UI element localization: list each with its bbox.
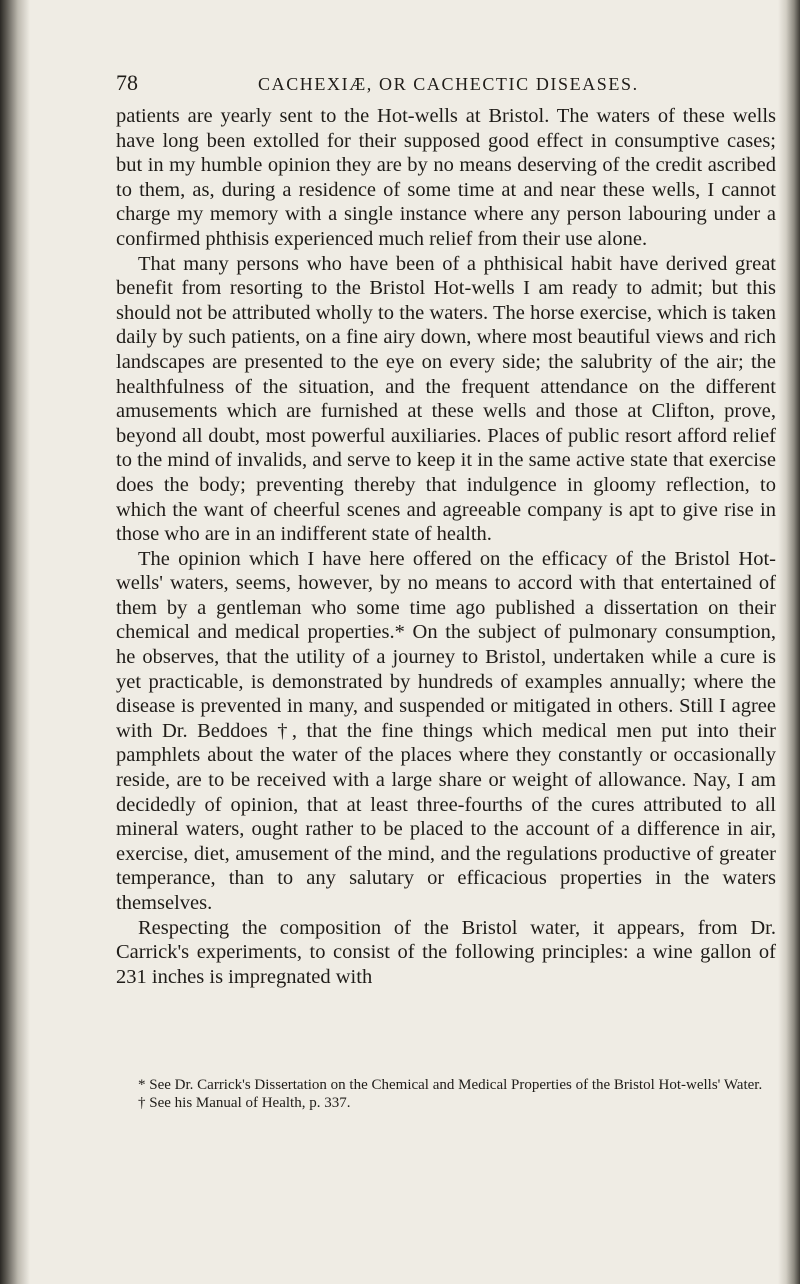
paragraph: That many persons who have been of a phthisical habit have derived great benefit from resorting to the Bristol Hot-wells I am ready to admit; but this should not be attributed wholly to the waters. The horse exercise, which is taken daily by such patients, on a fine airy down, where most beautiful views and rich landscapes are presented to the eye on every side; the salubrity of the air; the healthfulness of the situation, and the frequent attendance on the different amusements which are furnished at these wells and those at Clifton, prove, beyond all doubt, most powerful auxiliaries. Places of public resort afford relief to the mind of invalids, and serve to keep it in the same active state that exercise does the body; preventing thereby that indulgence in gloomy reflection, to which the want of cheerful scenes and agreeable company is apt to give rise in those who are in an indifferent state of health. — [116, 252, 776, 546]
footnotes — [116, 1076, 776, 1112]
page-number: 78 — [116, 70, 138, 95]
footnote: * See Dr. Carrick's Dissertation on the Chemical and Medical Properties of the Bristol Hot-wells' Water. — [138, 1077, 763, 1093]
paragraph: Respecting the composition of the Bristol water, it appears, from Dr. Carrick's experiments, to consist of the following principles: a wine gallon of 231 inches is impregnated with — [116, 916, 776, 988]
running-head: CACHEXIÆ, OR CACHECTIC DISEASES. — [258, 74, 639, 94]
binding-shadow-left — [0, 0, 30, 1284]
body-text — [116, 104, 776, 989]
page-edge-right — [778, 0, 800, 1284]
paragraph: patients are yearly sent to the Hot-wells at Bristol. The waters of these wells have long been extolled for their supposed good effect in consumptive cases; but in my humble opinion they are by no means deserving of the credit ascribed to them, as, during a residence of some time at and near these wells, I cannot charge my memory with a single instance where any person labouring under a confirmed phthisis experienced much relief from their use alone. — [116, 105, 776, 250]
footnote: † See his Manual of Health, p. 337. — [138, 1095, 351, 1111]
paragraph: The opinion which I have here offered on the efficacy of the Bristol Hot-wells' waters, seems, however, by no means to accord with that entertained of them by a gentleman who some time ago published a dissertation on their chemical and medical properties.* On the subject of pulmonary consumption, he observes, that the utility of a journey to Bristol, undertaken while a cure is yet practicable, is demonstrated by hundreds of examples annually; where the disease is prevented in many, and suspended or mitigated in others. Still I agree with Dr. Beddoes †, that the fine things which medical men put into their pamphlets about the water of the places where they constantly or occasionally reside, are to be received with a large share or weight of allowance. Nay, I am decidedly of opinion, that at least three-fourths of the cures attributed to all mineral waters, ought rather to be placed to the account of a difference in air, exercise, diet, amusement of the mind, and the regulations productive of greater temperance, than to any salutary or efficacious properties in the waters themselves. — [116, 547, 776, 914]
